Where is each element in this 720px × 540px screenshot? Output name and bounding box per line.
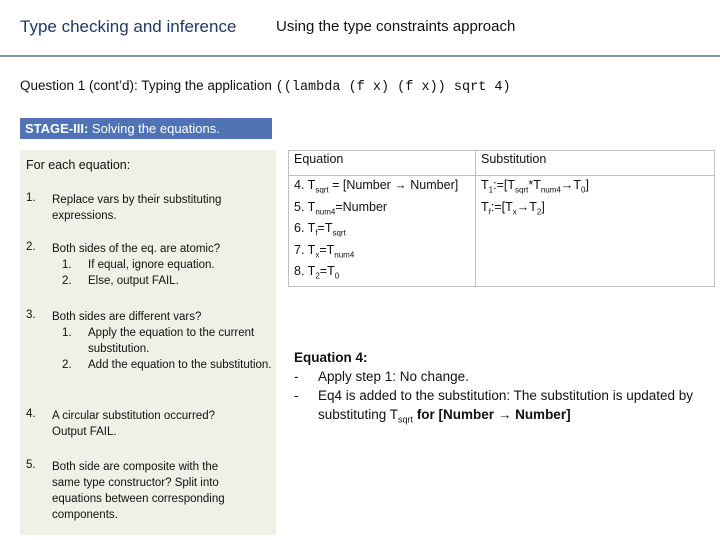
substitution-1: $T_1:=[T_{sqrt}*T_{num4}\to T_0]$ [481,178,589,195]
sub-step-number: 2. [62,275,72,287]
notes-item: - Apply step 1: No change. [294,369,469,384]
step-number: 5. [26,459,36,471]
sub-step-number: 1. [62,327,72,339]
equation-7: 7. $T_x=T_{num4}$ [294,242,355,259]
steps-panel [20,150,276,535]
slide-subtitle: Using the type constraints approach [276,18,516,35]
notes-subscript: sqrt [398,414,414,425]
equation-4-notes [294,348,704,430]
stage-banner [20,118,272,139]
sub-step-text: Apply the equation to the current substitution. [88,327,255,355]
sub-step-text: Else, output FAIL. [88,275,179,287]
sub-step-text: If equal, ignore equation. [88,259,215,271]
equation-4: 4. $T_{sqrt}$ = [Number → Number] [294,178,459,195]
equations-table [288,150,715,287]
substitution-list [476,176,715,287]
sub-step [52,257,272,273]
question-label: Question 1 (cont’d): Typing the application [20,78,276,93]
sub-step-number: 2. [62,359,72,371]
equation-8: 8. $T_2=T_0$ [294,264,340,281]
steps-intro: For each equation: [26,158,131,172]
substitution-2: $T_f:=[T_x\to T_2]$ [481,199,545,216]
step-text: Both sides of the eq. are atomic? [52,243,221,255]
step-number: 4. [26,408,36,420]
sub-step [52,273,272,289]
table-row [289,176,715,287]
step-text: Both sides are different vars? [52,311,202,323]
stage-label: STAGE-III: [25,121,89,136]
step-text: A circular substitution occurred? Output FAIL. [52,410,215,438]
step-text-block [52,241,272,289]
step-number: 1. [26,192,36,204]
step-text: Replace vars by their substituting expressions. [52,194,222,222]
notes-item: - Eq4 is added to the substitution: The substitution is updated by substituting $T_{sqrt}$ for [Number → Number] [294,388,694,425]
header-equation: Equation [289,151,476,176]
slide-header [0,0,720,56]
equation-5: 5. $T_{num4}=Number$ [294,199,388,216]
notes-item-text: Apply step 1: No change. [318,369,469,384]
sub-step [52,357,272,373]
step-number: 3. [26,309,36,321]
notes-item-bold: for [Number → Number] [413,407,571,422]
table-header-row [289,151,715,176]
question-code: ((lambda (f x) (f x)) sqrt 4) [275,80,511,95]
stage-text: Solving the equations. [88,121,220,136]
step-number: 2. [26,241,36,253]
equation-list [289,176,476,287]
notes-item-text: Eq4 is added to the substitution: The substitution is updated by substituting T [318,388,694,422]
equation-6: 6. $T_f=T_{sqrt}$ [294,221,346,238]
question-line [20,78,511,95]
sub-step-text: Add the equation to the substitution. [88,359,272,371]
notes-heading: Equation 4: [294,350,368,365]
header-divider [0,55,720,57]
step-text-block [52,309,272,373]
sub-step-number: 1. [62,259,72,271]
step-text: Both side are composite with the same type constructor? Split into equations between corresponding components. [52,461,225,521]
header-substitution: Substitution [476,151,715,176]
slide-title: Type checking and inference [20,17,237,36]
sub-step [52,325,272,357]
